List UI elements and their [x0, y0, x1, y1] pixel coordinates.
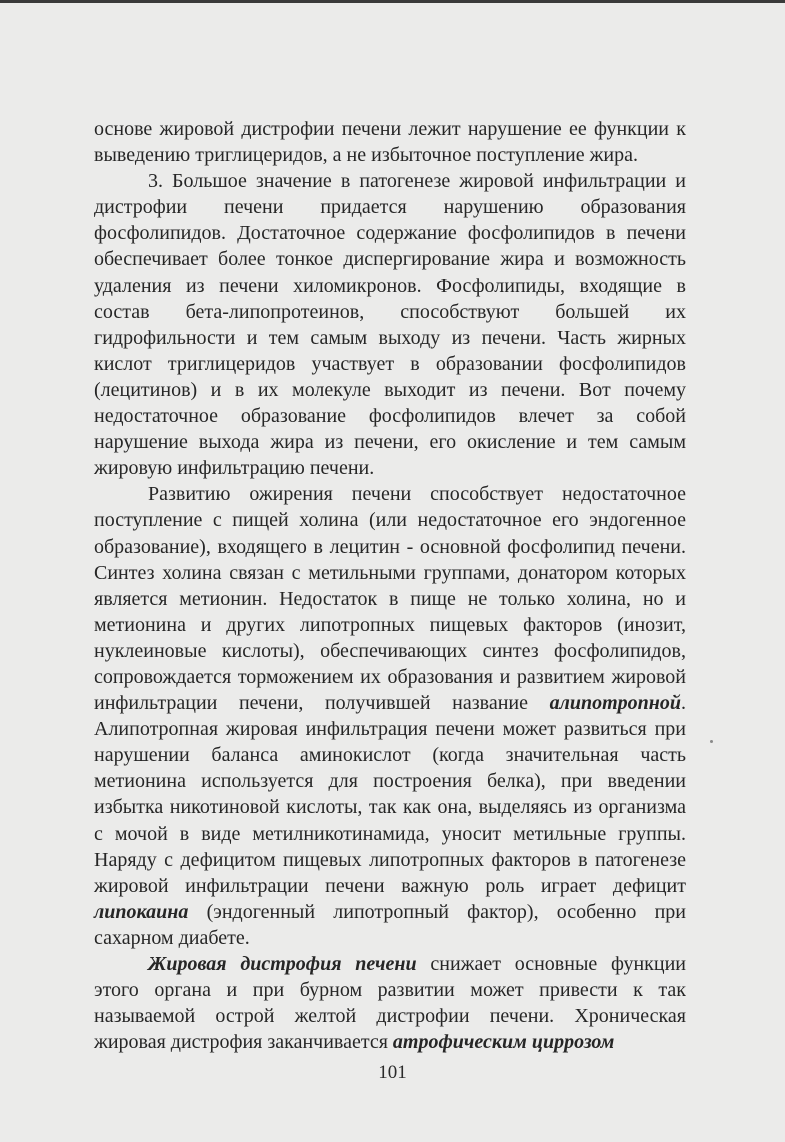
paragraph-text: (эндогенный липотропный фактор), особенно при сахарном диабете. — [94, 900, 686, 949]
page-number: 101 — [378, 1062, 407, 1083]
term-lipocaine: липокаина — [94, 900, 189, 923]
term-alipotropic: алипотропной — [549, 692, 681, 715]
paragraph-choline — [94, 481, 686, 951]
paragraph-text: основе жировой дистрофии печени лежит нарушение ее функции к выведению триглицеридов, а не избыточное поступление жира. — [94, 118, 686, 167]
scan-top-edge — [0, 0, 785, 3]
paragraph-text: снижает основные функции этого органа и при бурном развитии может привести к так называемой острой желтой дистрофии печени. Хроническая жировая дистрофия заканчивается — [94, 953, 686, 1054]
page-body — [94, 116, 686, 1055]
paragraph-text: . Алипотропная жировая инфильтрация печени может развиться при нарушении баланса аминокислот (когда значительная часть метионина используется для построения белка), при введении избытка никотиновой кислоты, так как она, выделяясь из организма с мочой в виде метилникотинамида, уносит метильные группы. Наряду с дефицитом пищевых липотропных факторов в патогенезе жировой инфильтрации печени важную роль играет дефицит — [94, 692, 686, 897]
paragraph-text: 3. Большое значение в патогенезе жировой инфильтрации и дистрофии печени придается нарушению образования фосфолипидов. Достаточное содержание фосфолипидов в печени обеспечивает более тонкое диспергирование жира и возможность удаления из печени хиломикронов. Фосфолипиды, входящие в состав бета-липопротеинов, способствуют большей их гидрофильности и тем самым выходу из печени. Часть жирных кислот триглицеридов участвует в образовании фосфолипидов (лецитинов) и в их молекуле выходит из печени. Вот почему недостаточное образование фосфолипидов влечет за собой нарушение выхода жира из печени, его окисление и тем самым жировую инфильтрацию печени. — [94, 170, 686, 480]
paragraph-text: Развитию ожирения печени способствует недостаточное поступление с пищей холина (или недостаточное его эндогенное образование), входящего в лецитин - основной фосфолипид печени. Синтез холина связан с метильными группами, донатором которых является метионин. Недостаток в пище не только холина, но и метионина и других липотропных пищевых факторов (инозит, нуклеиновые кислоты), обеспечивающих синтез фосфолипидов, сопровождается торможением их образования и развитием жировой инфильтрации печени, получившей название — [94, 483, 686, 715]
paragraph-phospholipids — [94, 168, 686, 481]
term-atrophic-cirrhosis: атрофическим циррозом — [392, 1031, 615, 1054]
term-fatty-liver-degeneration: Жировая дистрофия печени — [148, 953, 417, 975]
paragraph-fatty-degeneration — [94, 951, 686, 1055]
scan-speck — [710, 740, 713, 743]
paragraph-continuation — [94, 116, 686, 168]
